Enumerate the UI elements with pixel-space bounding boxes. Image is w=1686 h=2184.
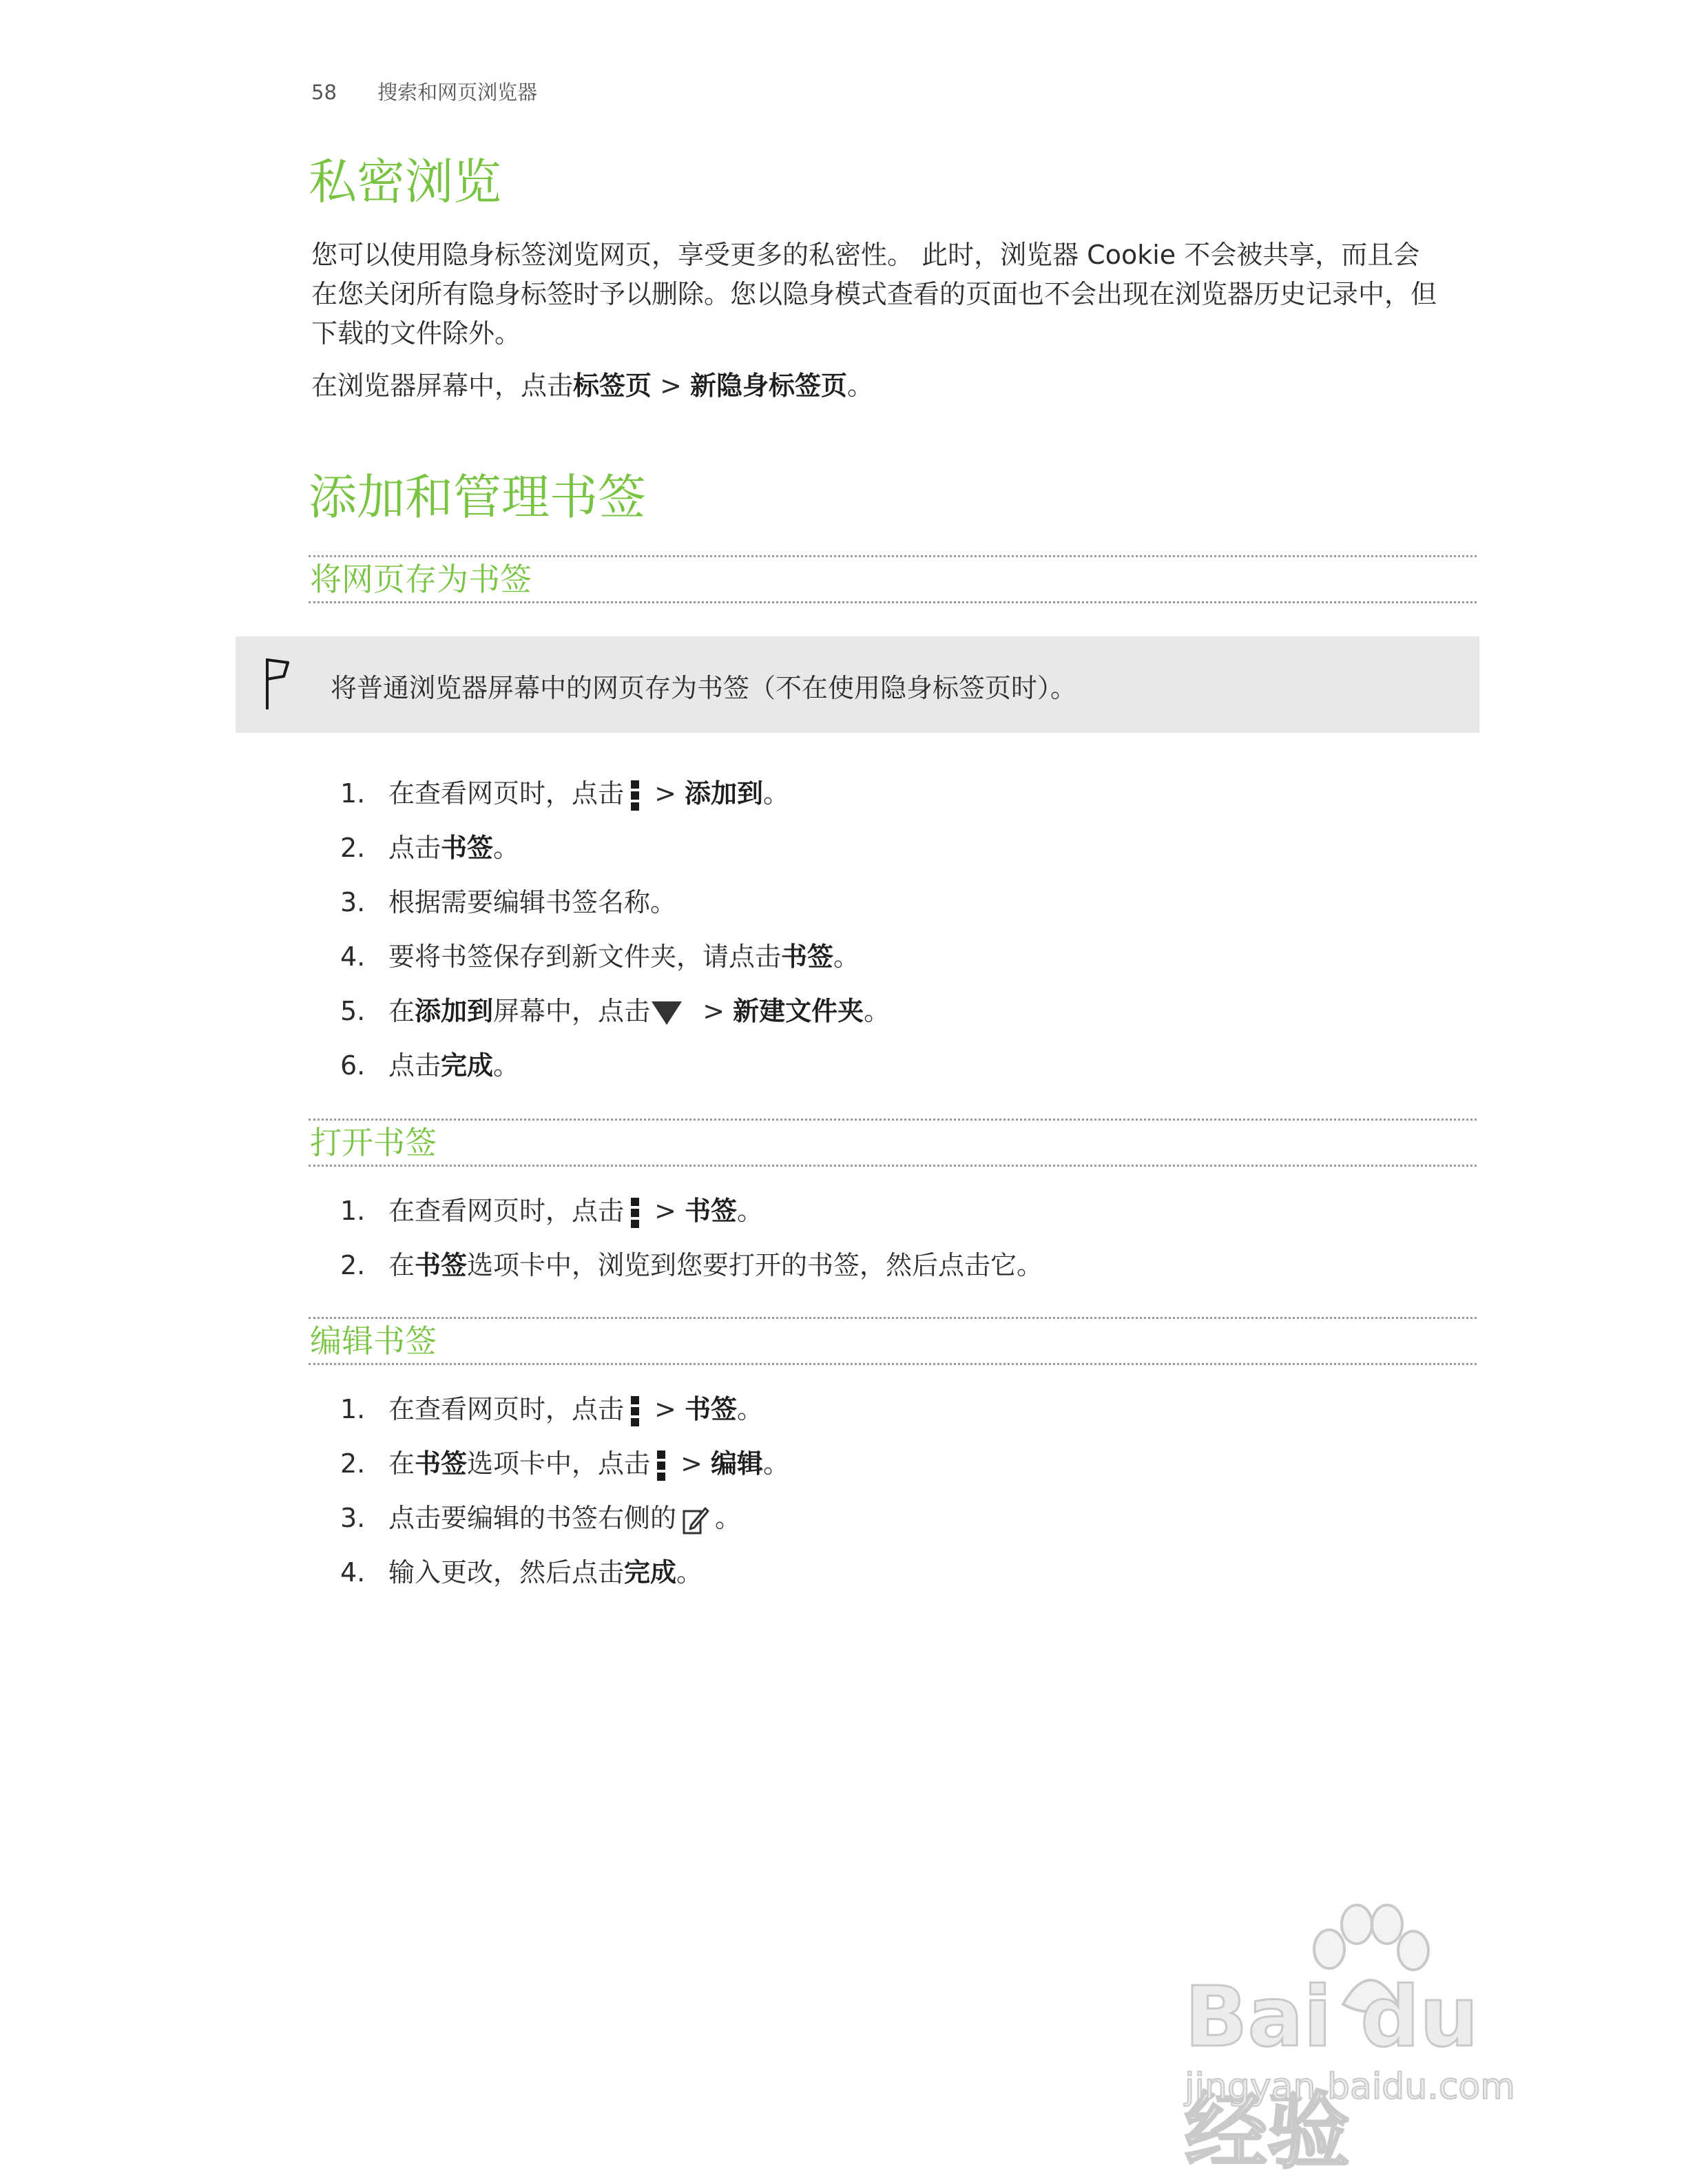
baidu-watermark <box>1171 1901 1584 2180</box>
punctuation: 。 <box>493 1050 520 1081</box>
step-number: 2. <box>340 833 366 863</box>
paragraph-line: 在您关闭所有隐身标签时予以删除。您以隐身模式查看的页面也不会出现在浏览器历史记录中，但 <box>311 279 1437 309</box>
step-number: 1. <box>340 778 366 809</box>
flag-icon <box>262 656 292 711</box>
instruction-text: 在浏览器屏幕中，点击 <box>311 371 574 401</box>
step-text: 在查看网页时，点击 <box>388 1394 625 1424</box>
edit-pencil-icon <box>682 1504 709 1536</box>
list-item <box>340 774 789 813</box>
done-label: 完成 <box>624 1557 677 1588</box>
note-text: 将普通浏览器屏幕中的网页存为书签（不在使用隐身标签页时）。 <box>331 673 1077 703</box>
step-text: 点击要编辑的书签右侧的 <box>388 1503 677 1533</box>
punctuation: 。 <box>763 1448 790 1479</box>
separator: > <box>646 1394 685 1424</box>
step-text: 屏幕中，点击 <box>493 996 651 1026</box>
note-box <box>236 636 1479 733</box>
watermark-url: jingyan.baidu.com <box>1185 2066 1515 2108</box>
punctuation: 。 <box>676 1557 703 1588</box>
paragraph-line: 下载的文件除外。 <box>311 318 521 349</box>
punctuation: 。 <box>737 1394 764 1424</box>
dropdown-triangle-icon <box>652 1001 682 1025</box>
step-number: 1. <box>340 1394 366 1424</box>
step-text: 在 <box>388 1448 415 1479</box>
step-text: 在查看网页时，点击 <box>388 1196 625 1226</box>
step-text: 在查看网页时，点击 <box>388 778 625 809</box>
list-item <box>340 1499 741 1537</box>
punctuation: 。 <box>833 942 860 972</box>
list-item <box>340 937 860 976</box>
separator: > <box>652 371 691 401</box>
list-item <box>340 1444 789 1483</box>
separator: > <box>646 1196 685 1226</box>
list-item <box>340 1246 1043 1285</box>
watermark-brand: Bai du 经验 <box>1185 1970 1479 2180</box>
menu-kebab-icon <box>657 1450 665 1481</box>
separator: > <box>672 1448 711 1479</box>
subsection-title-edit-bookmark: 编辑书签 <box>309 1317 1477 1365</box>
paragraph-line: 您可以使用隐身标签浏览网页，享受更多的私密性。 此时，浏览器 Cookie 不会被共享，而且会 <box>311 240 1420 270</box>
step-text: 根据需要编辑书签名称。 <box>388 887 677 917</box>
tabs-label: 标签页 <box>573 371 652 401</box>
step-text: 要将书签保存到新文件夹，请点击 <box>388 942 782 972</box>
list-item <box>340 1390 763 1428</box>
new-incognito-tab-label: 新隐身标签页 <box>690 371 848 401</box>
new-folder-label: 新建文件夹 <box>733 996 864 1026</box>
edit-label: 编辑 <box>711 1448 764 1479</box>
menu-kebab-icon <box>631 1396 639 1426</box>
step-number: 3. <box>340 887 366 917</box>
punctuation: 。 <box>864 996 891 1026</box>
punctuation: 。 <box>737 1196 764 1226</box>
separator: > <box>686 996 733 1026</box>
step-text: 选项卡中，浏览到您要打开的书签，然后点击它。 <box>467 1250 1043 1280</box>
punctuation: 。 <box>493 833 520 863</box>
bookmark-label: 书签 <box>685 1196 738 1226</box>
list-item <box>340 1046 519 1085</box>
bookmark-label: 书签 <box>415 1250 468 1280</box>
step-number: 6. <box>340 1050 366 1081</box>
step-text: 选项卡中，点击 <box>467 1448 651 1479</box>
list-item <box>340 1192 763 1230</box>
step-number: 5. <box>340 996 366 1026</box>
add-to-label: 添加到 <box>685 778 764 809</box>
step-text: 点击 <box>388 1050 441 1081</box>
list-item <box>340 1553 702 1592</box>
step-text: 在 <box>388 996 415 1026</box>
step-number: 4. <box>340 1557 366 1588</box>
subsection-title-save-bookmark: 将网页存为书签 <box>309 555 1477 603</box>
section-title-bookmarks: 添加和管理书签 <box>309 469 646 526</box>
done-label: 完成 <box>441 1050 494 1081</box>
punctuation: 。 <box>763 778 790 809</box>
list-item <box>340 829 519 867</box>
section-title-private-browsing: 私密浏览 <box>309 154 501 210</box>
bookmark-label: 书签 <box>441 833 494 863</box>
incognito-instruction <box>311 366 1482 406</box>
step-text: 输入更改，然后点击 <box>388 1557 625 1588</box>
separator: > <box>646 778 685 809</box>
running-header <box>311 77 537 105</box>
list-item <box>340 883 676 922</box>
subsection-title-open-bookmark: 打开书签 <box>309 1119 1477 1167</box>
step-text: 点击 <box>388 833 441 863</box>
punctuation: 。 <box>847 371 874 401</box>
step-number: 3. <box>340 1503 366 1533</box>
step-number: 4. <box>340 942 366 972</box>
list-item <box>340 992 890 1030</box>
step-text: 在 <box>388 1250 415 1280</box>
chapter-title: 搜索和网页浏览器 <box>377 81 538 104</box>
step-number: 1. <box>340 1196 366 1226</box>
menu-kebab-icon <box>631 780 639 811</box>
bookmark-label: 书签 <box>685 1394 738 1424</box>
step-number: 2. <box>340 1250 366 1280</box>
bookmark-label: 书签 <box>415 1448 468 1479</box>
add-to-label: 添加到 <box>415 996 494 1026</box>
punctuation: 。 <box>715 1503 742 1533</box>
page-number: 58 <box>311 81 337 104</box>
menu-kebab-icon <box>631 1198 639 1228</box>
private-browsing-paragraph <box>311 236 1482 353</box>
bookmark-label: 书签 <box>781 942 834 972</box>
step-number: 2. <box>340 1448 366 1479</box>
